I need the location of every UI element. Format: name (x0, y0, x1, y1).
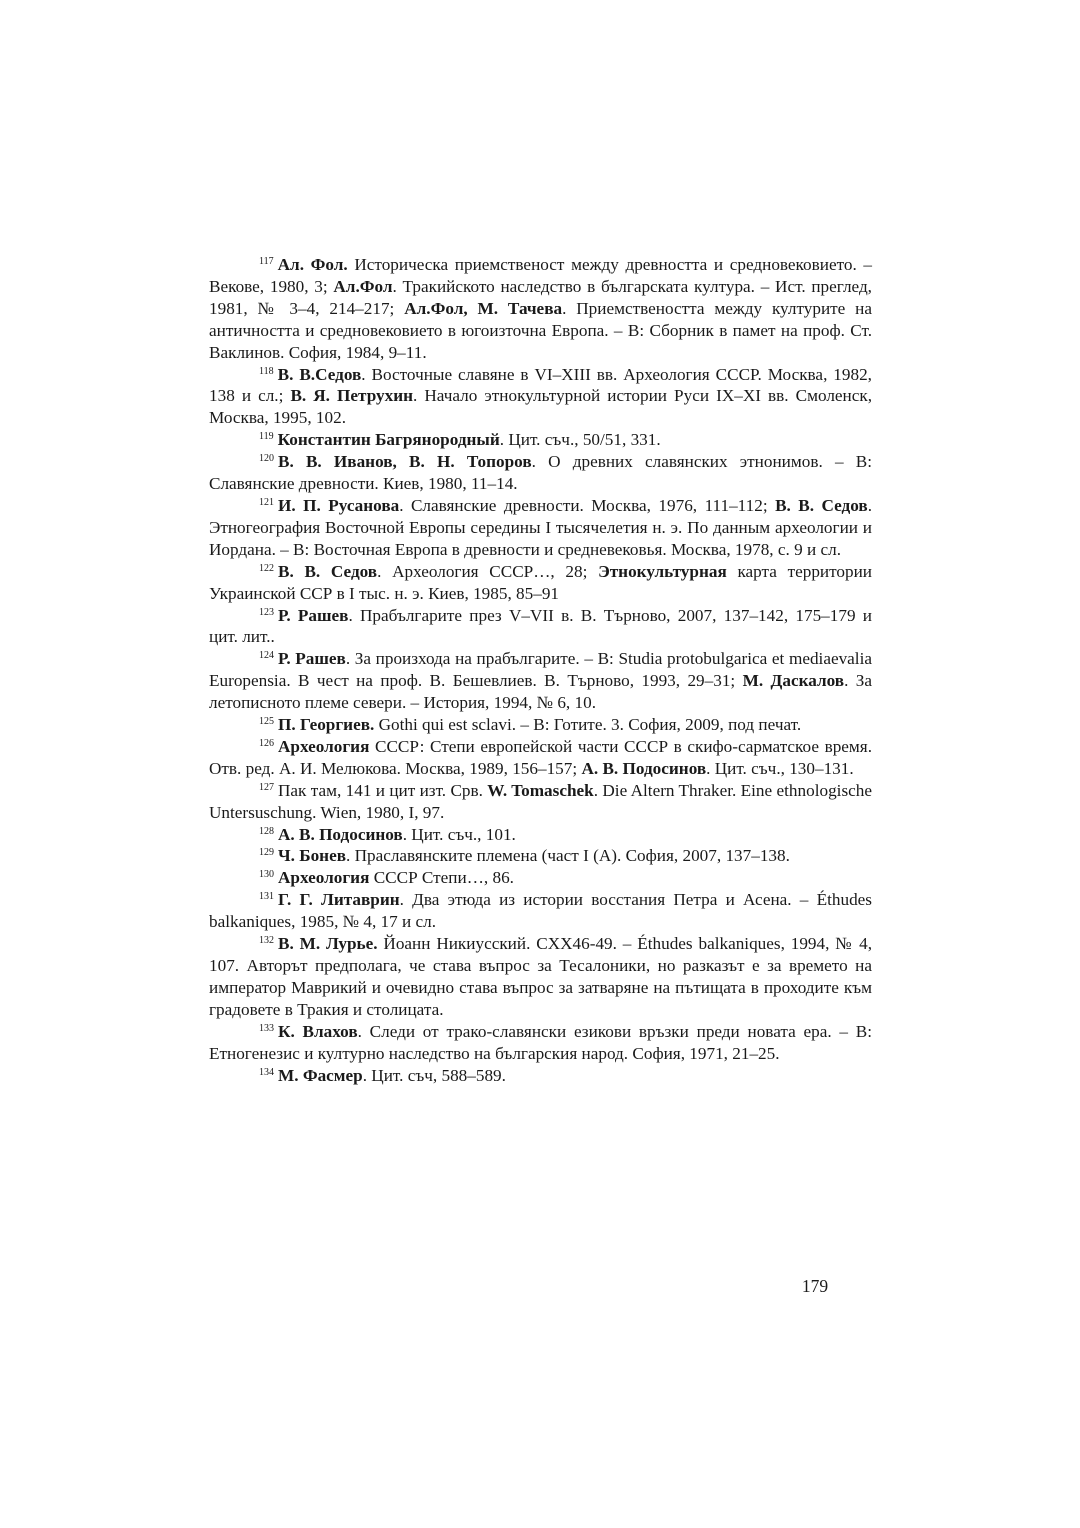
author-name: W. Tomaschek (487, 780, 594, 800)
author-name: Р. Рашев (278, 605, 349, 625)
footnote (209, 254, 872, 364)
footnote-number: 130 (259, 869, 274, 881)
author-name: В. В. Седов (775, 495, 868, 515)
citation-text: . За произхода на прабългарите. – В: Studia protobulgarica et mediaevalia Europensia. В чест на проф. В. Бешевлиев. В. Търново, 1993, 29–31; (209, 649, 872, 691)
footnote-number: 127 (259, 781, 274, 793)
author-name: П. Георгиев. (278, 715, 375, 735)
citation-text: . Приемствеността между културите на античността и средновековието в югоизточна Европа. – В: Сборник в памет на проф. Ст. Ваклинов. София, 1984, 9–11. (209, 298, 872, 362)
citation-text: карта территории Украинской ССР в I тыс. н. э. Киев, 1985, 85–91 (209, 561, 872, 603)
author-name: В. В. Седов (278, 561, 378, 581)
footnote-number: 117 (259, 256, 274, 267)
footnote (209, 845, 872, 867)
footnote (209, 714, 872, 736)
footnote-number: 129 (259, 847, 274, 859)
footnote (209, 1021, 872, 1065)
author-name: Ал. Фол. (277, 255, 348, 274)
author-name: Археология (278, 736, 370, 756)
citation-text: . Die Altern Thraker. Eine ethnologische Untersuschung. Wien, 1980, I, 97. (209, 780, 872, 822)
author-name: А. В. Подосинов (278, 824, 403, 844)
citation-text: Gothi qui est sclavi. – В: Готите. 3. София, 2009, под печат. (374, 715, 802, 735)
author-name: Константин Багрянородный (277, 430, 500, 450)
footnote-number: 119 (259, 431, 274, 443)
footnote-number: 133 (259, 1022, 274, 1034)
citation-text: . Археология СССР…, 28; (377, 561, 599, 581)
footnote (209, 648, 872, 714)
citation-text: Историческа приемственост между древността и средновековието. – Векове, 1980, 3; (209, 255, 872, 296)
citation-text: . Тракийското наследство в българската култура. – Ист. преглед, 1981, № 3–4, 214–217; (209, 276, 872, 318)
citation-text: . Цит. съч., 101. (402, 824, 516, 844)
footnotes-section (209, 254, 872, 1086)
footnote-number: 121 (259, 496, 274, 508)
citation-text: . Славянские древности. Москва, 1976, 111–112; (399, 495, 776, 515)
citation-text: Пак там, 141 и цит изт. Срв. (278, 780, 488, 800)
footnote-number: 134 (259, 1066, 274, 1078)
author-name: М. Фасмер (278, 1065, 363, 1085)
footnote-number: 122 (259, 562, 274, 574)
citation-text: . Прабългарите през V–VII в. В. Търново, 2007, 137–142, 175–179 и цит. лит.. (209, 605, 872, 647)
author-name: В. В. Иванов, В. Н. Топоров (278, 452, 532, 472)
citation-text: . Цит. съч., 130–131. (706, 758, 854, 778)
footnote (209, 933, 872, 1021)
author-name: В. В.Седов (277, 364, 362, 384)
author-name: В. Я. Петрухин (290, 386, 414, 406)
citation-text: . Начало этнокультурной истории Руси IX–XI вв. Смоленск, Москва, 1995, 102. (209, 386, 873, 428)
citation-text: . Следи от трако-славянски езикови връзки преди новата ера. – В: Етногенезис и културно наследство на българския народ. София, 1971, 21–25. (209, 1021, 872, 1063)
footnote (209, 867, 872, 889)
citation-text: . Два этюда из истории восстания Петра и Асена. – Éthudes balkaniques, 1985, № 4, 17 и сл. (209, 890, 872, 932)
citation-text: . Этногеография Восточной Европы середины I тысячелетия н. э. По данным археологии и Иордана. – В: Восточная Европа в древности и средневековья. Москва, 1978, с. 9 и сл. (209, 495, 872, 559)
author-name: М. Даскалов (742, 671, 845, 691)
footnote-number: 125 (259, 716, 274, 728)
footnote-number: 126 (259, 737, 274, 749)
page-number: 179 (801, 1276, 829, 1296)
citation-text: . Цит. съч., 50/51, 331. (499, 430, 661, 450)
footnote (209, 736, 872, 780)
author-name: А. В. Подосинов (581, 758, 707, 778)
footnote-number: 123 (259, 606, 274, 618)
author-name: Ал.Фол, М. Тачева (404, 298, 563, 318)
citation-text: СССР Степи…, 86. (369, 868, 514, 888)
footnote (209, 889, 872, 933)
citation-text: . Цит. съч, 588–589. (362, 1065, 506, 1085)
footnote (209, 364, 872, 430)
footnote-number: 132 (259, 935, 274, 947)
author-name: Этнокультурная (598, 561, 727, 581)
citation-text: СССР: Степи европейской части СССР в скифо-сарматское время. Отв. ред. А. И. Мелюкова. Москва, 1989, 156–157; (209, 736, 872, 778)
author-name: Ал.Фол (333, 276, 393, 296)
footnote (209, 429, 872, 451)
citation-text: Йоанн Никиусский. CXX46-49. – Éthudes balkaniques, 1994, № 4, 107. Авторът предполага, че става въпрос за Тесалоники, но разказът е за времето на император Маврикий и очевидно става въпрос за затваряне на пътищата в проходите към градовете в Тракия и столицата. (209, 934, 872, 1019)
author-name: В. М. Лурье. (278, 934, 378, 954)
author-name: Г. Г. Литаврин (278, 890, 400, 910)
footnote (209, 780, 872, 824)
citation-text: . Праславянските племена (част I (A). София, 2007, 137–138. (345, 846, 790, 866)
author-name: Ч. Бонев (278, 846, 346, 866)
author-name: К. Влахов (278, 1021, 358, 1041)
footnote (209, 451, 872, 495)
citation-text: . За летописното племе севери. – История, 1994, № 6, 10. (209, 671, 872, 713)
footnote-number: 128 (259, 825, 274, 837)
footnote-number: 120 (259, 453, 274, 465)
footnote (209, 495, 872, 561)
citation-text: . О древних славянских этнонимов. – В: Славянские древности. Киев, 1980, 11–14. (209, 452, 872, 494)
citation-text: . Восточные славяне в VI–XIII вв. Археология СССР. Москва, 1982, 138 и сл.; (209, 364, 872, 406)
author-name: Археология (278, 868, 370, 888)
footnote (209, 605, 872, 649)
author-name: И. П. Русанова (278, 495, 400, 515)
footnote-number: 131 (259, 891, 274, 903)
footnote (209, 1065, 872, 1087)
footnote (209, 824, 872, 846)
footnote-number: 124 (259, 650, 274, 662)
footnote (209, 561, 872, 605)
author-name: Р. Рашев (278, 649, 346, 669)
footnote-number: 118 (259, 365, 274, 377)
